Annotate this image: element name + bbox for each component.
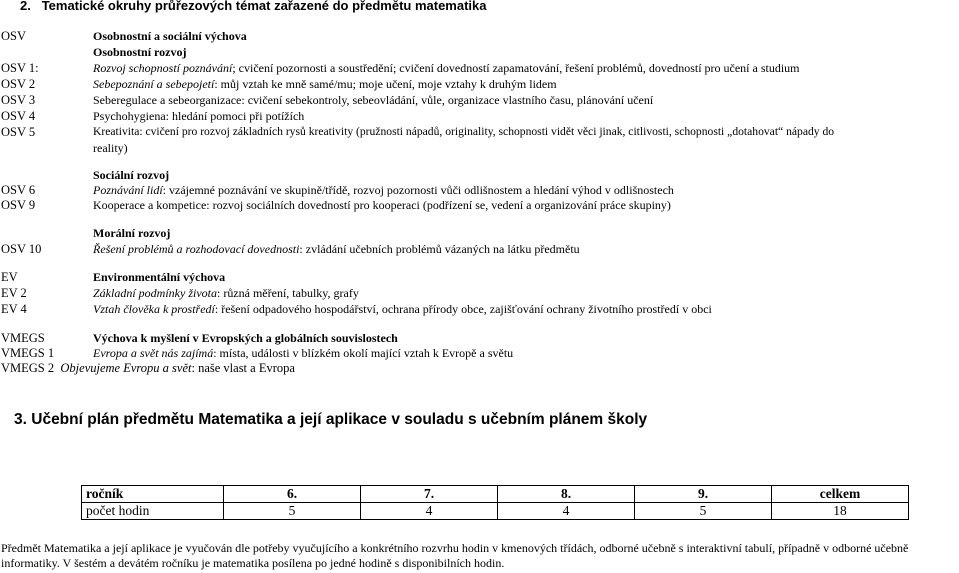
hours-8: 4 bbox=[498, 503, 635, 520]
header-cell-6: 6. bbox=[224, 486, 361, 503]
line-osv6 bbox=[93, 183, 674, 198]
footer-paragraph: Předmět Matematika a její aplikace je vyučován dle potřeby vyučujícího a konkrétního rozvrhu hodin v kmenových třídách, odborné učebně s interaktivní tabulí, případně v odborné učebně informatiky. V šestém a devátém ročníku je matematika posílena po jedné hodině s disponibilních hodin. bbox=[1, 541, 909, 570]
text-osv4: Psychohygiena: hledání pomoci při potížích bbox=[93, 109, 305, 123]
header-cell-total: celkem bbox=[772, 486, 909, 503]
text-osv6: : vzájemné poznávání ve skupině/třídě, rozvoj pozornosti vůči odlišnostem a hledání výhod v odlišnostech bbox=[162, 183, 674, 197]
header-cell-9: 9. bbox=[635, 486, 772, 503]
code-ev4: EV 4 bbox=[1, 302, 27, 316]
table-header-row bbox=[82, 486, 909, 503]
hours-6: 5 bbox=[224, 503, 361, 520]
hours-9: 5 bbox=[635, 503, 772, 520]
line-vmegs2 bbox=[1, 361, 295, 376]
line-osv2 bbox=[93, 77, 557, 92]
label-osv2: Sebepoznání a sebepojetí bbox=[93, 77, 215, 91]
code-osv1: OSV 1: bbox=[1, 61, 39, 75]
text-osv2: : můj vztah ke mně samé/mu; moje učení, moje vztahy k druhým lidem bbox=[214, 77, 557, 91]
header-cell-7: 7. bbox=[361, 486, 498, 503]
section-2-title: Tematické okruhy průřezových témat zařazené do předmětu matematika bbox=[41, 0, 487, 13]
code-osv4: OSV 4 bbox=[1, 109, 36, 123]
section-3-heading bbox=[14, 411, 647, 429]
label-vmegs1: Evropa a svět nás zajímá bbox=[93, 346, 214, 360]
code-osv3: OSV 3 bbox=[1, 93, 36, 107]
text-osv9: Kooperace a kompetice: rozvoj sociálních dovedností pro kooperaci (podřízení se, vedení a organizování práce skupiny) bbox=[93, 198, 671, 212]
hours-7: 4 bbox=[361, 503, 498, 520]
hours-total: 18 bbox=[772, 503, 909, 520]
section-3-number: 3. bbox=[14, 411, 27, 428]
text-ev2: : různá měření, tabulky, grafy bbox=[216, 286, 359, 300]
code-osv: OSV bbox=[1, 29, 27, 43]
label-ev4: Vztah člověka k prostředí bbox=[93, 302, 215, 316]
line-osv10 bbox=[93, 242, 580, 257]
text-osv5-cont: reality) bbox=[93, 141, 128, 155]
subheading-moral: Morální rozvoj bbox=[93, 226, 171, 240]
code-osv5: OSV 5 bbox=[1, 125, 36, 139]
code-ev2: EV 2 bbox=[1, 286, 27, 300]
code-ev: EV bbox=[1, 270, 18, 284]
code-osv2: OSV 2 bbox=[1, 77, 36, 91]
table-row-hours bbox=[82, 503, 909, 520]
row-label-hours: počet hodin bbox=[82, 503, 224, 520]
text-vmegs2: : naše vlast a Evropa bbox=[191, 361, 295, 375]
section-3-title: Učební plán předmětu Matematika a její aplikace v souladu s učebním plánem školy bbox=[31, 411, 648, 428]
text-osv5: Kreativita: cvičení pro rozvoj základních rysů kreativity (pružnosti nápadů, originality, schopnosti vidět věci jinak, citlivosti, schopnosti „dotahovat“ nápady do bbox=[93, 125, 835, 138]
heading-osv: Osobnostní a sociální výchova bbox=[93, 29, 247, 43]
heading-ev: Environmentální výchova bbox=[93, 270, 226, 284]
heading-vmegs: Výchova k myšlení v Evropských a globálních souvislostech bbox=[93, 331, 398, 345]
line-vmegs1 bbox=[93, 346, 513, 361]
header-cell-grade: ročník bbox=[82, 486, 224, 503]
code-osv6: OSV 6 bbox=[1, 183, 36, 197]
line-ev4 bbox=[93, 302, 712, 317]
label-vmegs2: Objevujeme Evropu a svět bbox=[60, 361, 192, 375]
text-osv1: ; cvičení pozornosti a soustředění; cvičení dovedností zapamatování, řešení problémů, dovedností pro učení a studium bbox=[232, 61, 800, 75]
text-ev4: : řešení odpadového hospodářství, ochrana přírody obce, zajišťování ochrany životního prostředí v obci bbox=[214, 302, 712, 316]
section-2-number: 2. bbox=[20, 0, 31, 13]
code-vmegs2: VMEGS 2 bbox=[1, 361, 55, 375]
label-osv1: Rozvoj schopností poznávání bbox=[93, 61, 233, 75]
label-ev2: Základní podmínky života bbox=[93, 286, 217, 300]
header-cell-8: 8. bbox=[498, 486, 635, 503]
subheading-social: Sociální rozvoj bbox=[93, 168, 170, 182]
text-vmegs1: : místa, události v blízkém okolí mající vztah k Evropě a světu bbox=[213, 346, 514, 360]
text-osv10: : zvládání učebních problémů vázaných na látku předmětu bbox=[299, 242, 580, 256]
code-vmegs: VMEGS bbox=[1, 331, 45, 345]
label-osv10: Řešení problémů a rozhodovací dovednosti bbox=[93, 242, 300, 256]
section-2-heading bbox=[20, 0, 487, 13]
line-osv1 bbox=[93, 61, 800, 76]
study-plan-table bbox=[81, 485, 909, 520]
code-vmegs1: VMEGS 1 bbox=[1, 346, 55, 360]
subheading-personal: Osobnostní rozvoj bbox=[93, 45, 187, 59]
text-osv3: Seberegulace a sebeorganizace: cvičení sebekontroly, sebeovládání, vůle, organizace vlastního času, plánování učení bbox=[93, 93, 654, 107]
label-osv6: Poznávání lidí bbox=[93, 183, 163, 197]
code-osv10: OSV 10 bbox=[1, 242, 42, 256]
code-osv9: OSV 9 bbox=[1, 198, 36, 212]
line-ev2 bbox=[93, 286, 359, 301]
